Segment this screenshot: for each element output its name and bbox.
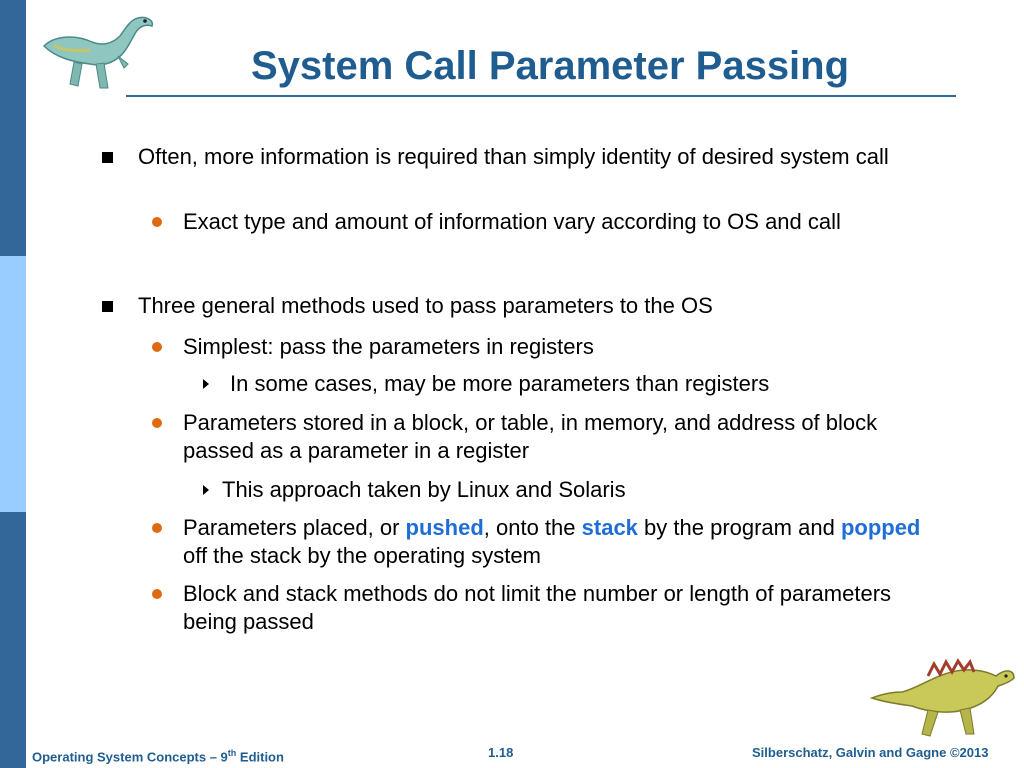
footer-book-post: Edition [236,749,284,765]
footer-authors: Silberschatz, Galvin and Gagne ©2013 [752,745,989,760]
triangle-bullet-icon [203,485,209,495]
bullet-info-varies: Exact type and amount of information vary according to OS and call [183,209,841,234]
slide-title: System Call Parameter Passing [250,44,850,88]
triangle-bullet-icon [203,379,209,389]
stack-text-4: off the stack by the operating system [183,543,541,568]
dot-bullet-icon [152,418,162,428]
stack-text-3: by the program and [637,515,841,540]
square-bullet-icon [102,152,113,163]
dinosaur-illustration-icon [868,658,1018,742]
footer-book-sup: th [227,748,237,758]
bullet-no-limit: Block and stack methods do not limit the number or length of parameters being passed [183,581,892,634]
term-stack: stack [581,515,638,540]
bullet-block-table: Parameters stored in a block, or table, in memory, and address of block passed as a parameter in a register [183,410,878,463]
term-popped: popped [840,515,921,540]
dot-bullet-icon [152,589,162,599]
stack-text-1: Parameters placed, or [183,515,406,540]
bullet-more-params: In some cases, may be more parameters than registers [230,371,770,396]
stack-text-2: , onto the [483,515,582,540]
bullet-three-methods: Three general methods used to pass parameters to the OS [138,293,713,318]
footer-book-title [32,744,284,766]
footer-page-number: 1.18 [488,745,514,760]
dot-bullet-icon [152,523,162,533]
bullet-info-required: Often, more information is required than simply identity of desired system call [138,144,889,169]
bullet-registers: Simplest: pass the parameters in registers [183,334,594,359]
bullet-stack [183,514,928,570]
dot-bullet-icon [152,342,162,352]
square-bullet-icon [102,301,113,312]
footer-book-pre: Operating System Concepts – 9 [32,749,228,765]
bullet-linux-solaris: This approach taken by Linux and Solaris [222,477,626,502]
dot-bullet-icon [152,217,162,227]
term-pushed: pushed [405,515,484,540]
